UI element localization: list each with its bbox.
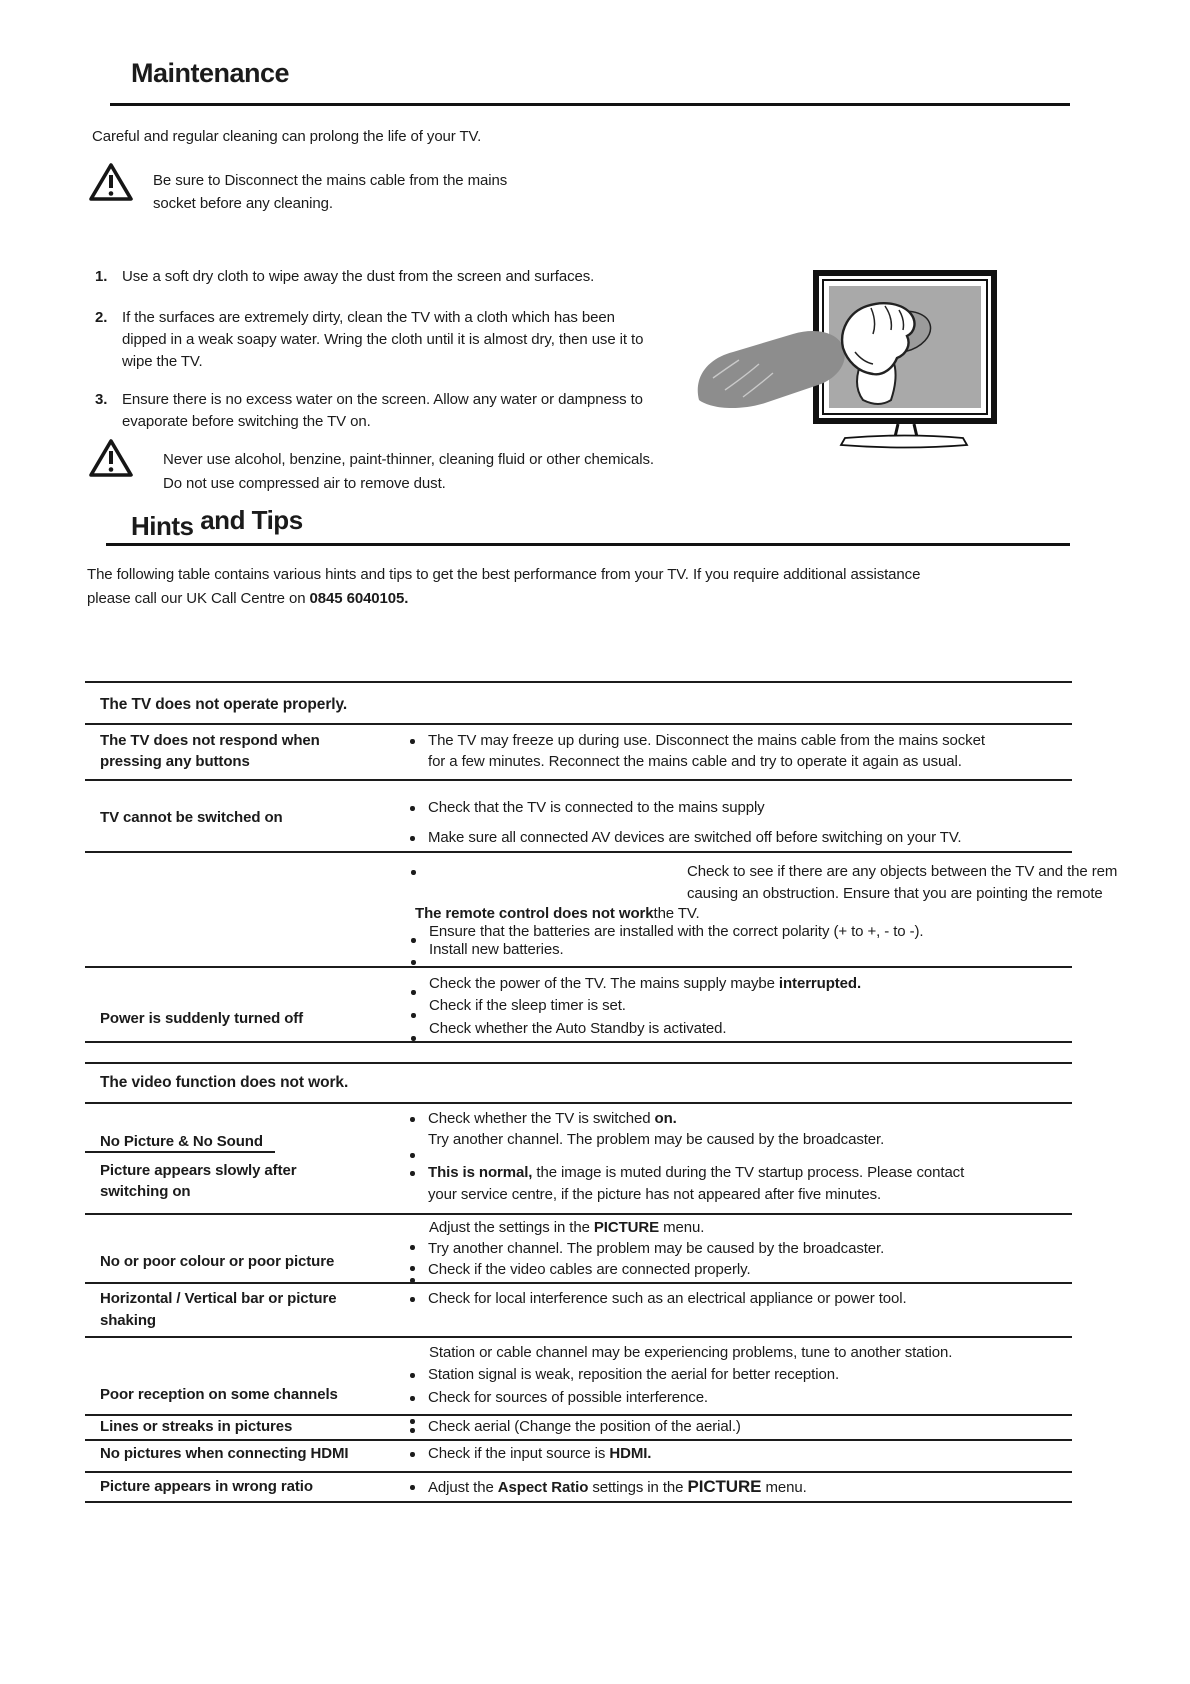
- row-poor-colour-bullet2: Try another channel. The problem may be caused by the broadcaster.: [428, 1240, 885, 1257]
- table2-rule: [85, 1102, 1072, 1104]
- table1-rule: [85, 966, 1072, 968]
- row-power-bullet1-text: Check the power of the TV. The mains supply maybe: [429, 975, 779, 992]
- row-respond-label-line1: The TV does not respond when: [100, 732, 320, 749]
- bullet-dot: [410, 1373, 415, 1378]
- row-no-picture-label: No Picture & No Sound: [100, 1133, 263, 1150]
- row-ratio-bullet1: [428, 1477, 807, 1498]
- table1-top-rule: [85, 681, 1072, 683]
- row-hdmi-bullet1-bold: HDMI.: [609, 1445, 652, 1462]
- row-bar-shaking-label-line2: shaking: [100, 1312, 156, 1329]
- step1-text: Use a soft dry cloth to wipe away the dust from the screen and surfaces.: [122, 268, 595, 285]
- warning2-line2: Do not use compressed air to remove dust.: [163, 475, 446, 492]
- row-ratio-bullet1-bold1: Aspect Ratio: [497, 1479, 589, 1496]
- row-slow-picture-bullet1-rest: the image is muted during the TV startup process. Please contact: [532, 1164, 965, 1181]
- hints-title: [131, 505, 303, 541]
- row-poor-colour-line1-bold: PICTURE: [593, 1219, 660, 1236]
- table2-partial-rule: [85, 1151, 275, 1153]
- row-slow-picture-label-line2: switching on: [100, 1183, 191, 1200]
- row-power-bullet1-bold: interrupted.: [778, 975, 862, 992]
- step3-text-line1: Ensure there is no excess water on the screen. Allow any water or dampness to: [122, 391, 643, 408]
- table1-rule: [85, 851, 1072, 853]
- row-ratio-bullet1-bold2: PICTURE: [687, 1477, 762, 1496]
- table2-rule: [85, 1439, 1072, 1441]
- row-remote-label-suffix: the TV.: [653, 905, 700, 922]
- maintenance-title-rule: [110, 103, 1070, 106]
- bullet-dot: [410, 1428, 415, 1433]
- row-ratio-bullet1-suffix: menu.: [761, 1479, 807, 1496]
- table2-header: The video function does not work.: [100, 1074, 349, 1091]
- row-poor-reception-bullet2: Station signal is weak, reposition the aerial for better reception.: [428, 1366, 840, 1383]
- row-no-picture-bullet2: Try another channel. The problem may be caused by the broadcaster.: [428, 1131, 885, 1148]
- table2-bottom-rule: [85, 1501, 1072, 1503]
- step2-text-line1: If the surfaces are extremely dirty, clean the TV with a cloth which has been: [122, 309, 615, 326]
- row-remote-bullet3: Install new batteries.: [429, 941, 564, 958]
- row-hdmi-bullet1-text: Check if the input source is: [428, 1445, 610, 1462]
- row-hdmi-label: No pictures when connecting HDMI: [100, 1445, 349, 1462]
- table1-bottom-rule: [85, 1041, 1072, 1043]
- bullet-dot: [411, 960, 416, 965]
- row-switch-on-bullet1: Check that the TV is connected to the mains supply: [428, 799, 765, 816]
- bullet-dot: [410, 1266, 415, 1271]
- row-power-label: Power is suddenly turned off: [100, 1010, 304, 1027]
- table1-header: The TV does not operate properly.: [100, 696, 348, 713]
- row-no-picture-bullet1-bold: on.: [654, 1110, 677, 1127]
- row-slow-picture-bullet1-line1: [428, 1163, 964, 1183]
- bullet-dot: [410, 1452, 415, 1457]
- hints-title-word1: Hints: [131, 511, 194, 541]
- row-poor-colour-bullet3: Check if the video cables are connected properly.: [428, 1261, 751, 1278]
- row-ratio-bullet1-mid: settings in the: [588, 1479, 688, 1496]
- bullet-dot: [411, 1013, 416, 1018]
- row-respond-bullet1-line1: The TV may freeze up during use. Disconnect the mains cable from the mains socket: [428, 732, 985, 749]
- row-switch-on-bullet2: Make sure all connected AV devices are switched off before switching on your TV.: [428, 829, 962, 846]
- step2-number: 2.: [95, 309, 108, 326]
- step2-text-line2: dipped in a weak soapy water. Wring the cloth until it is almost dry, then use it to: [122, 331, 644, 348]
- maintenance-title: Maintenance: [131, 58, 290, 88]
- warning2-line1: Never use alcohol, benzine, paint-thinner, cleaning fluid or other chemicals.: [163, 451, 654, 468]
- hints-intro-line2-text: please call our UK Call Centre on: [87, 590, 310, 607]
- warning-icon: [88, 436, 134, 480]
- row-no-picture-bullet1: [428, 1109, 677, 1129]
- row-remote-label: [415, 904, 700, 924]
- row-remote-bullet2: Ensure that the batteries are installed with the correct polarity (+ to +, - to -).: [429, 923, 924, 940]
- row-remote-bullet1-line2: causing an obstruction. Ensure that you are pointing the remote: [687, 885, 1103, 902]
- table2-rule: [85, 1414, 1072, 1416]
- table1-rule: [85, 779, 1072, 781]
- hints-title-rule: [106, 543, 1070, 546]
- step3-number: 3.: [95, 391, 108, 408]
- warning-icon: [88, 160, 134, 204]
- bullet-dot: [411, 938, 416, 943]
- bullet-dot: [410, 1396, 415, 1401]
- step2-text-line3: wipe the TV.: [122, 353, 203, 370]
- hints-intro-line1: The following table contains various hints and tips to get the best performance from your TV. If you require additional assistance: [87, 566, 921, 583]
- row-poor-colour-line1-suffix: menu.: [659, 1219, 705, 1236]
- bullet-dot: [410, 1419, 415, 1424]
- step3-text-line2: evaporate before switching the TV on.: [122, 413, 371, 430]
- bullet-dot: [411, 870, 416, 875]
- bullet-dot: [411, 990, 416, 995]
- bullet-dot: [411, 1036, 416, 1041]
- table2-rule: [85, 1213, 1072, 1215]
- row-respond-label-line2: pressing any buttons: [100, 753, 250, 770]
- row-poor-colour-label: No or poor colour or poor picture: [100, 1253, 335, 1270]
- row-no-picture-bullet1-text: Check whether the TV is switched: [428, 1110, 655, 1127]
- row-ratio-bullet1-text: Adjust the: [428, 1479, 498, 1496]
- bullet-dot: [410, 1117, 415, 1122]
- warning1-line1: Be sure to Disconnect the mains cable from the mains: [153, 172, 508, 189]
- row-bar-shaking-bullet1: Check for local interference such as an electrical appliance or power tool.: [428, 1290, 907, 1307]
- bullet-dot: [410, 1153, 415, 1158]
- row-poor-colour-line1: [429, 1218, 704, 1238]
- table1-rule: [85, 723, 1072, 725]
- hints-intro-line2: [87, 589, 408, 609]
- table2-rule: [85, 1282, 1072, 1284]
- bullet-dot: [410, 1245, 415, 1250]
- row-remote-bullet1-line1: Check to see if there are any objects between the TV and the rem: [687, 863, 1118, 880]
- step1-number: 1.: [95, 268, 108, 285]
- bullet-dot: [410, 1297, 415, 1302]
- table2-rule: [85, 1471, 1072, 1473]
- row-power-bullet2: Check if the sleep timer is set.: [429, 997, 626, 1014]
- row-power-bullet3: Check whether the Auto Standby is activated.: [429, 1020, 727, 1037]
- hints-title-word2: and Tips: [193, 505, 303, 535]
- bullet-dot: [410, 739, 415, 744]
- row-hdmi-bullet1: [428, 1444, 651, 1464]
- table2-rule: [85, 1336, 1072, 1338]
- table2-top-rule: [85, 1062, 1072, 1064]
- row-poor-colour-line1-text: Adjust the settings in the: [429, 1219, 594, 1236]
- row-lines-streaks-label: Lines or streaks in pictures: [100, 1418, 293, 1435]
- tv-cleaning-illustration: [695, 248, 1005, 453]
- row-respond-bullet1-line2: for a few minutes. Reconnect the mains cable and try to operate it again as usual.: [428, 753, 962, 770]
- row-poor-reception-line1: Station or cable channel may be experiencing problems, tune to another station.: [429, 1344, 953, 1361]
- bullet-dot: [410, 1485, 415, 1490]
- row-bar-shaking-label-line1: Horizontal / Vertical bar or picture: [100, 1290, 337, 1307]
- row-poor-reception-bullet3: Check for sources of possible interference.: [428, 1389, 709, 1406]
- bullet-dot: [410, 1171, 415, 1176]
- row-power-bullet1: [429, 974, 861, 994]
- warning1-line2: socket before any cleaning.: [153, 195, 333, 212]
- row-lines-streaks-bullet1: Check aerial (Change the position of the aerial.): [428, 1418, 741, 1435]
- bullet-dot: [410, 806, 415, 811]
- row-poor-reception-label: Poor reception on some channels: [100, 1386, 338, 1403]
- call-centre-phone: 0845 6040105.: [309, 590, 409, 607]
- maintenance-intro: Careful and regular cleaning can prolong the life of your TV.: [92, 128, 482, 145]
- row-slow-picture-label-line1: Picture appears slowly after: [100, 1162, 297, 1179]
- row-remote-label-bold: The remote control does not work: [415, 905, 654, 922]
- row-slow-picture-bullet1-bold: This is normal,: [428, 1164, 533, 1181]
- row-ratio-label: Picture appears in wrong ratio: [100, 1478, 313, 1495]
- bullet-dot: [410, 836, 415, 841]
- row-slow-picture-bullet1-line2: your service centre, if the picture has not appeared after five minutes.: [428, 1186, 882, 1203]
- row-switch-on-label: TV cannot be switched on: [100, 809, 283, 826]
